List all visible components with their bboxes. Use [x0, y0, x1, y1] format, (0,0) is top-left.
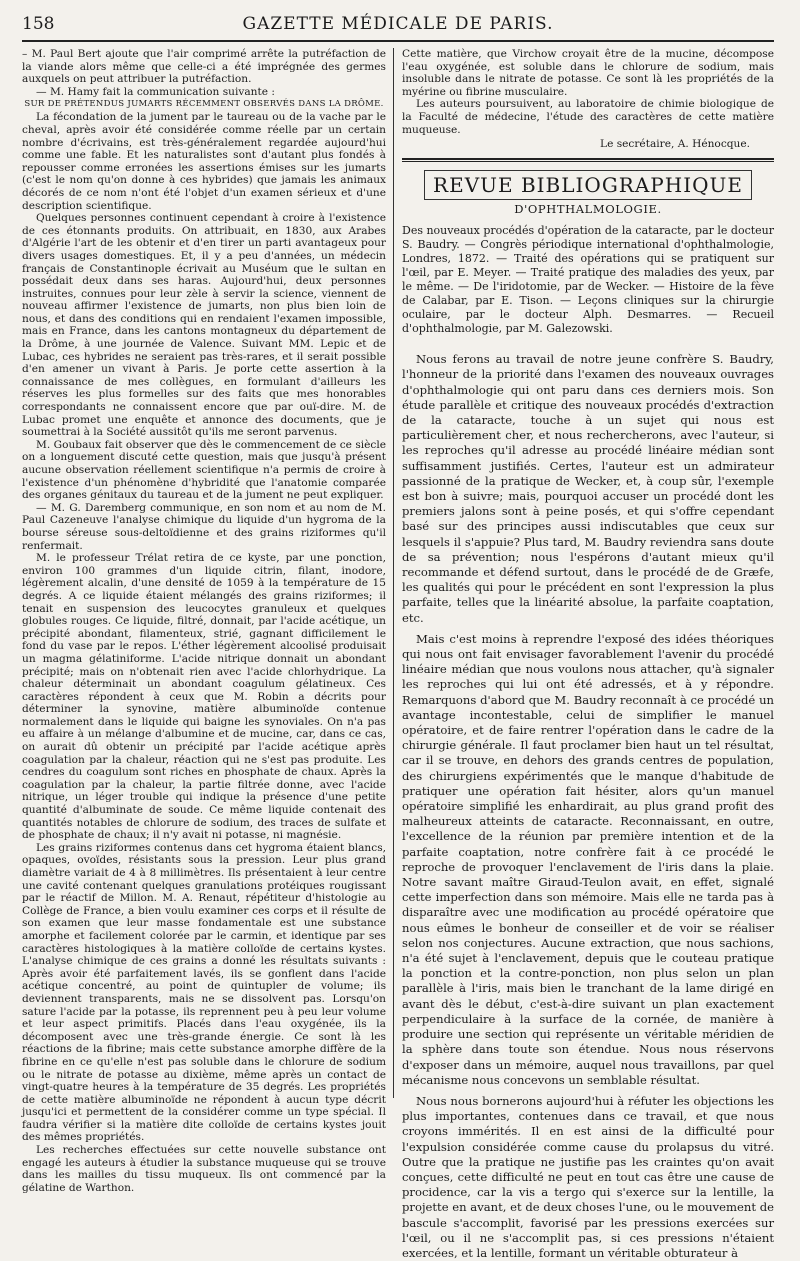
divider — [402, 158, 774, 160]
paragraph: Quelques personnes continuent cependant à croire à l'existence de ces étonnants produits. On attribuait, en 1830, aux Arabes d'Algérie l'art de les obtenir et d'en tirer un parti avantageux pour divers usages domestiques. Et, il y a peu d'années, un médecin français de Constantinople écrivait au Muséum que le sultan en possédait deux dans ses haras. Aujourd'hui, deux personnes instruites, connues pour leur zèle à servir la science, viennent de nouveau affirmer l'existence de jumarts, non plus bien loin de nous, et dans des conditions qui en rendaient l'examen impossible, mais en France, dans les cantons montagneux du département de la Drôme, à une journée de Valence. Suivant MM. Lepic et de Lubac, ces hybrides ne seraient pas très-rares, et il serait possible d'en amener un vivant à Paris. Je porte cette assertion à la connaissance de mes collègues, en formulant d'ailleurs les réserves les plus formelles sur des faits que mes honorables correspondants ne connaissent encore que par ouï-dire. M. de Lubac promet une enquête et annonce des documents, que je soumettrai à la Société aussitôt qu'ils me seront parvenus. — [22, 212, 386, 439]
left-column — [22, 48, 394, 1194]
divider — [402, 161, 774, 162]
section-subtitle: D'OPHTHALMOLOGIE. — [514, 202, 662, 217]
signature: Le secrétaire, A. Hénocque. — [600, 138, 750, 151]
section-subheading: SUR DE PRÉTENDUS JUMARTS RÉCEMMENT OBSERVÉS DANS LA DRÔME. — [24, 99, 384, 110]
paragraph: Les grains riziformes contenus dans cet hygroma étaient blancs, opaques, ovoïdes, résistants sous la pression. Leur plus grand diamètre variait de 4 à 8 millimètres. Ils présentaient à leur centre une cavité contenant quelques granulations protéiques rougissant par le réactif de Millon. M. A. Renaut, répétiteur d'histologie au Collège de France, a bien voulu examiner ces corps et il résulte de son examen que leur masse fondamentale est une substance amorphe et facilement colorée par le carmin, et identique par ses caractères histologiques à la matière colloïde de certains kystes. L'analyse chimique de ces grains a donné les résultats suivants : Après avoir été parfaitement lavés, ils se gonflent dans l'acide acétique concentré, au point de quintupler de volume; ils deviennent transparents, mais ne se dissolvent pas. Lorsqu'on sature l'acide par la potasse, ils reprennent peu à peu leur volume et leur aspect primitifs. Placés dans l'eau oxygénée, ils la décomposent avec une très-grande énergie. Ce sont là les réactions de la fibrine; mais cette substance amorphe diffère de la fibrine en ce qu'elle n'est pas soluble dans le chlorure de sodium ou le nitrate de potasse au dixième, même après un contact de vingt-quatre heures à la température de 35 degrés. Les propriétés de cette matière albuminoïde ne répondent à aucun type décrit jusqu'ici et permettent de la considérer comme un type spécial. Il faudra vérifier si la matière dite colloïde de certains kystes jouit des mêmes propriétés. — [22, 841, 386, 1144]
section-title-text: REVUE BIBLIOGRAPHIQUE — [424, 170, 752, 200]
journal-title: GAZETTE MÉDICALE DE PARIS. — [242, 14, 554, 34]
paragraph: Nous nous bornerons aujourd'hui à réfuter les objections les plus importantes, contenues dans ce travail, et que nous croyons immérités. Il en est ainsi de la difficulté pour l'expulsion considérée comme cause du prolapsus du vitré. Outre que la pratique ne justifie pas les craintes qu'on avait conçues, cette difficulté ne peut en tout cas être une cause de procidence, car la vis a tergo qui s'exerce sur la lentille, la projette en avant, et de deux choses l'une, ou le mouvement de bascule s'accomplit, favorisé par les pressions exercées sur l'œil, ou il ne s'accomplit pas, si ces pressions n'étaient exercées, et la lentille, formant un véritable obturateur à — [402, 1093, 774, 1260]
right-column — [394, 48, 775, 1260]
bibliography-references: Des nouveaux procédés d'opération de la cataracte, par le docteur S. Baudry. — Congrès périodique international d'ophthalmologie, Londres, 1872. — Traité des opérations qui se pratiquent sur l'œil, par E. Meyer. — Traité pratique des maladies des yeux, par le même. — De l'iridotomie, par de Wecker. — Histoire de la fève de Calabar, par E. Tison. — Leçons cliniques sur la chirurgie oculaire, par le docteur Alph. Desmarres. — Recueil d'ophthalmologie, par M. Galezowski. — [402, 224, 775, 336]
section-title — [402, 170, 774, 200]
paragraph: – M. Paul Bert ajoute que l'air comprimé arrête la putréfaction de la viande alors même que celle-ci a été imprégnée des germes auxquels on peut attribuer la putréfaction. — [22, 48, 386, 86]
paragraph: M. le professeur Trélat retira de ce kyste, par une ponction, environ 100 grammes d'un liquide citrin, filant, inodore, légèrement alcalin, d'une densité de 1059 à la température de 15 degrés. A ce liquide étaient mélangés des grains riziformes; il tenait en suspension des leucocytes granuleux et quelques globules rouges. Ce liquide, filtré, donnait, par l'acide acétique, un précipité abondant, filamenteux, strié, gagnant difficilement le fond du vase par le repos. L'éther légèrement alcoolisé produisait un magma gélatiniforme. L'acide nitrique donnait un abondant précipité; mais on n'obtenait rien avec l'acide chlorhydrique. La chaleur déterminait un abondant coagulum gélatineux. Ces caractères répondent à ceux que M. Robin a décrits pour déterminer la synovine, matière albuminoïde contenue normalement dans le liquide qui baigne les synoviales. On n'a pas eu affaire à un mélange d'albumine et de mucine, car, dans ce cas, on aurait dû obtenir un précipité par l'acide acétique après coagulation par la chaleur, réaction qui ne s'est pas produite. Les cendres du coagulum sont riches en phosphate de chaux. Après la coagulation par la chaleur, la partie filtrée donne, avec l'acide nitrique, un léger trouble qui indique la présence d'une petite quantité d'albuminate de soude. Ce même liquide contenait des quantités notables de chlorure de sodium, des traces de sulfate et de phosphate de chaux; il n'y avait ni potasse, ni magnésie. — [22, 552, 386, 842]
paragraph: Mais c'est moins à reprendre l'exposé des idées théoriques qui nous ont fait envisager favorablement l'avenir du procédé linéaire médian que nous voulons nous attacher, qu'à signaler les reproches qui lui ont été adressés, et à y répondre. Remarquons d'abord que M. Baudry reconnaît à ce procédé un avantage incontestable, celui de simplifier le manuel opératoire, et de faire rentrer l'opération dans le cadre de la chirurgie générale. Il faut proclamer bien haut un tel résultat, car il se trouve, en dehors des grands centres de population, des chirurgiens expérimentés que le manque d'habitude de pratiquer une opération fait hésiter, alors qu'un manuel opératoire simplifié les enhardirait, au plus grand profit des malheureux atteints de cataracte. Reconnaissant, en outre, l'excellence de la réunion par première intention et de la parfaite coaptation, notre confrère fait à ce procédé le reproche de provoquer l'enclavement de l'iris dans la plaie. Notre savant maître Giraud-Teulon avait, en effet, signalé cette imperfection dans son mémoire. Mais elle ne tarda pas à disparaître avec une modification au procédé opératoire que nous eûmes le bonheur de conseiller et de voir se réaliser selon nos conjectures. Aucune extraction, que nous sachions, n'a été sujet à l'enclavement, depuis que le couteau pratique la ponction et la contre-ponction, non plus selon un plan parallèle à l'iris, mais bien le tranchant de la lame dirigé en avant dès le début, c'est-à-dire suivant un plan exactement perpendiculaire à la surface de la cornée, de manière à produire une section qui représente un véritable méridien de la sphère dans toute son étendue. Nous nous réservons d'exposer dans un mémoire, auquel nous travaillons, par quel mécanisme nous concevons un semblable résultat. — [402, 631, 774, 1087]
paragraph: — M. G. Daremberg communique, en son nom et au nom de M. Paul Cazeneuve l'analyse chimique du liquide d'un hygroma de la bourse séreuse sous-deltoïdienne et des grains riziformes qu'il renfermait. — [22, 501, 386, 552]
page-number: 158 — [22, 14, 55, 34]
paragraph: Cette matière, que Virchow croyait être de la mucine, décompose l'eau oxygénée, est soluble dans le chlorure de sodium, mais insoluble dans le nitrate de potasse. Ce sont là les propriétés de la myérine ou fibrine musculaire. — [402, 48, 774, 98]
paragraph: M. Goubaux fait observer que dès le commencement de ce siècle on a longuement discuté cette question, mais que jusqu'à présent aucune observation réellement scientifique n'a permis de croire à l'existence d'un phénomène d'hybridité que l'anatomie comparée des organes génitaux du taureau et de la jument ne peut expliquer. — [22, 438, 386, 502]
paragraph: Nous ferons au travail de notre jeune confrère S. Baudry, l'honneur de la priorité dans l'examen des nouveaux ouvrages d'ophthalmologie qui ont paru dans ces derniers mois. Son étude parallèle et critique des nouveaux procédés d'extraction de la cataracte, touche à un sujet qui nous est particulièrement cher, et nous rechercherons, avec l'auteur, si les reproches qu'il adresse au procédé linéaire médian sont suffisamment justifiés. Certes, l'auteur est un admirateur passionné de la pratique de Wecker, et, à coup sûr, l'exemple est bon à suivre; mais, pourquoi accuser un procédé dont les premiers jalons sont à peine posés, et qui s'offre cependant basé sur des principes aussi indiscutables que ceux sur lesquels il s'appuie? Plus tard, M. Baudry reviendra sans doute de sa prévention; nous l'espérons d'autant mieux qu'il recommande et défend surtout, dans le procédé de de Græfe, les qualités qui pour le précédent en sont l'expression la plus parfaite, telles que la linéarité absolue, la parfaite coaptation, etc. — [402, 352, 774, 625]
paragraph: — M. Hamy fait la communication suivante : — [36, 85, 275, 98]
paragraph: Les recherches effectuées sur cette nouvelle substance ont engagé les auteurs à étudier la substance muqueuse qui se trouve dans les mailles du tissu muqueux. Ils ont commencé par la gélatine de Warthon. — [22, 1144, 386, 1194]
page-header — [22, 14, 774, 42]
paragraph: La fécondation de la jument par le taureau ou de la vache par le cheval, après avoir été considérée comme réelle par un certain nombre d'écrivains, est très-généralement regardée aujourd'hui comme une fable. Et les naturalistes sont d'autant plus fondés à repousser comme erronées les assertions émises sur les jumarts (c'est le nom qu'on donne à ces hybrides) que jamais les animaux décorés de ce nom n'ont été l'objet d'un examen sérieux et d'une description scientifique. — [22, 111, 386, 212]
columns — [22, 48, 775, 1260]
paragraph: Les auteurs poursuivent, au laboratoire de chimie biologique de la Faculté de médecine, l'étude des caractères de cette matière muqueuse. — [402, 98, 774, 136]
